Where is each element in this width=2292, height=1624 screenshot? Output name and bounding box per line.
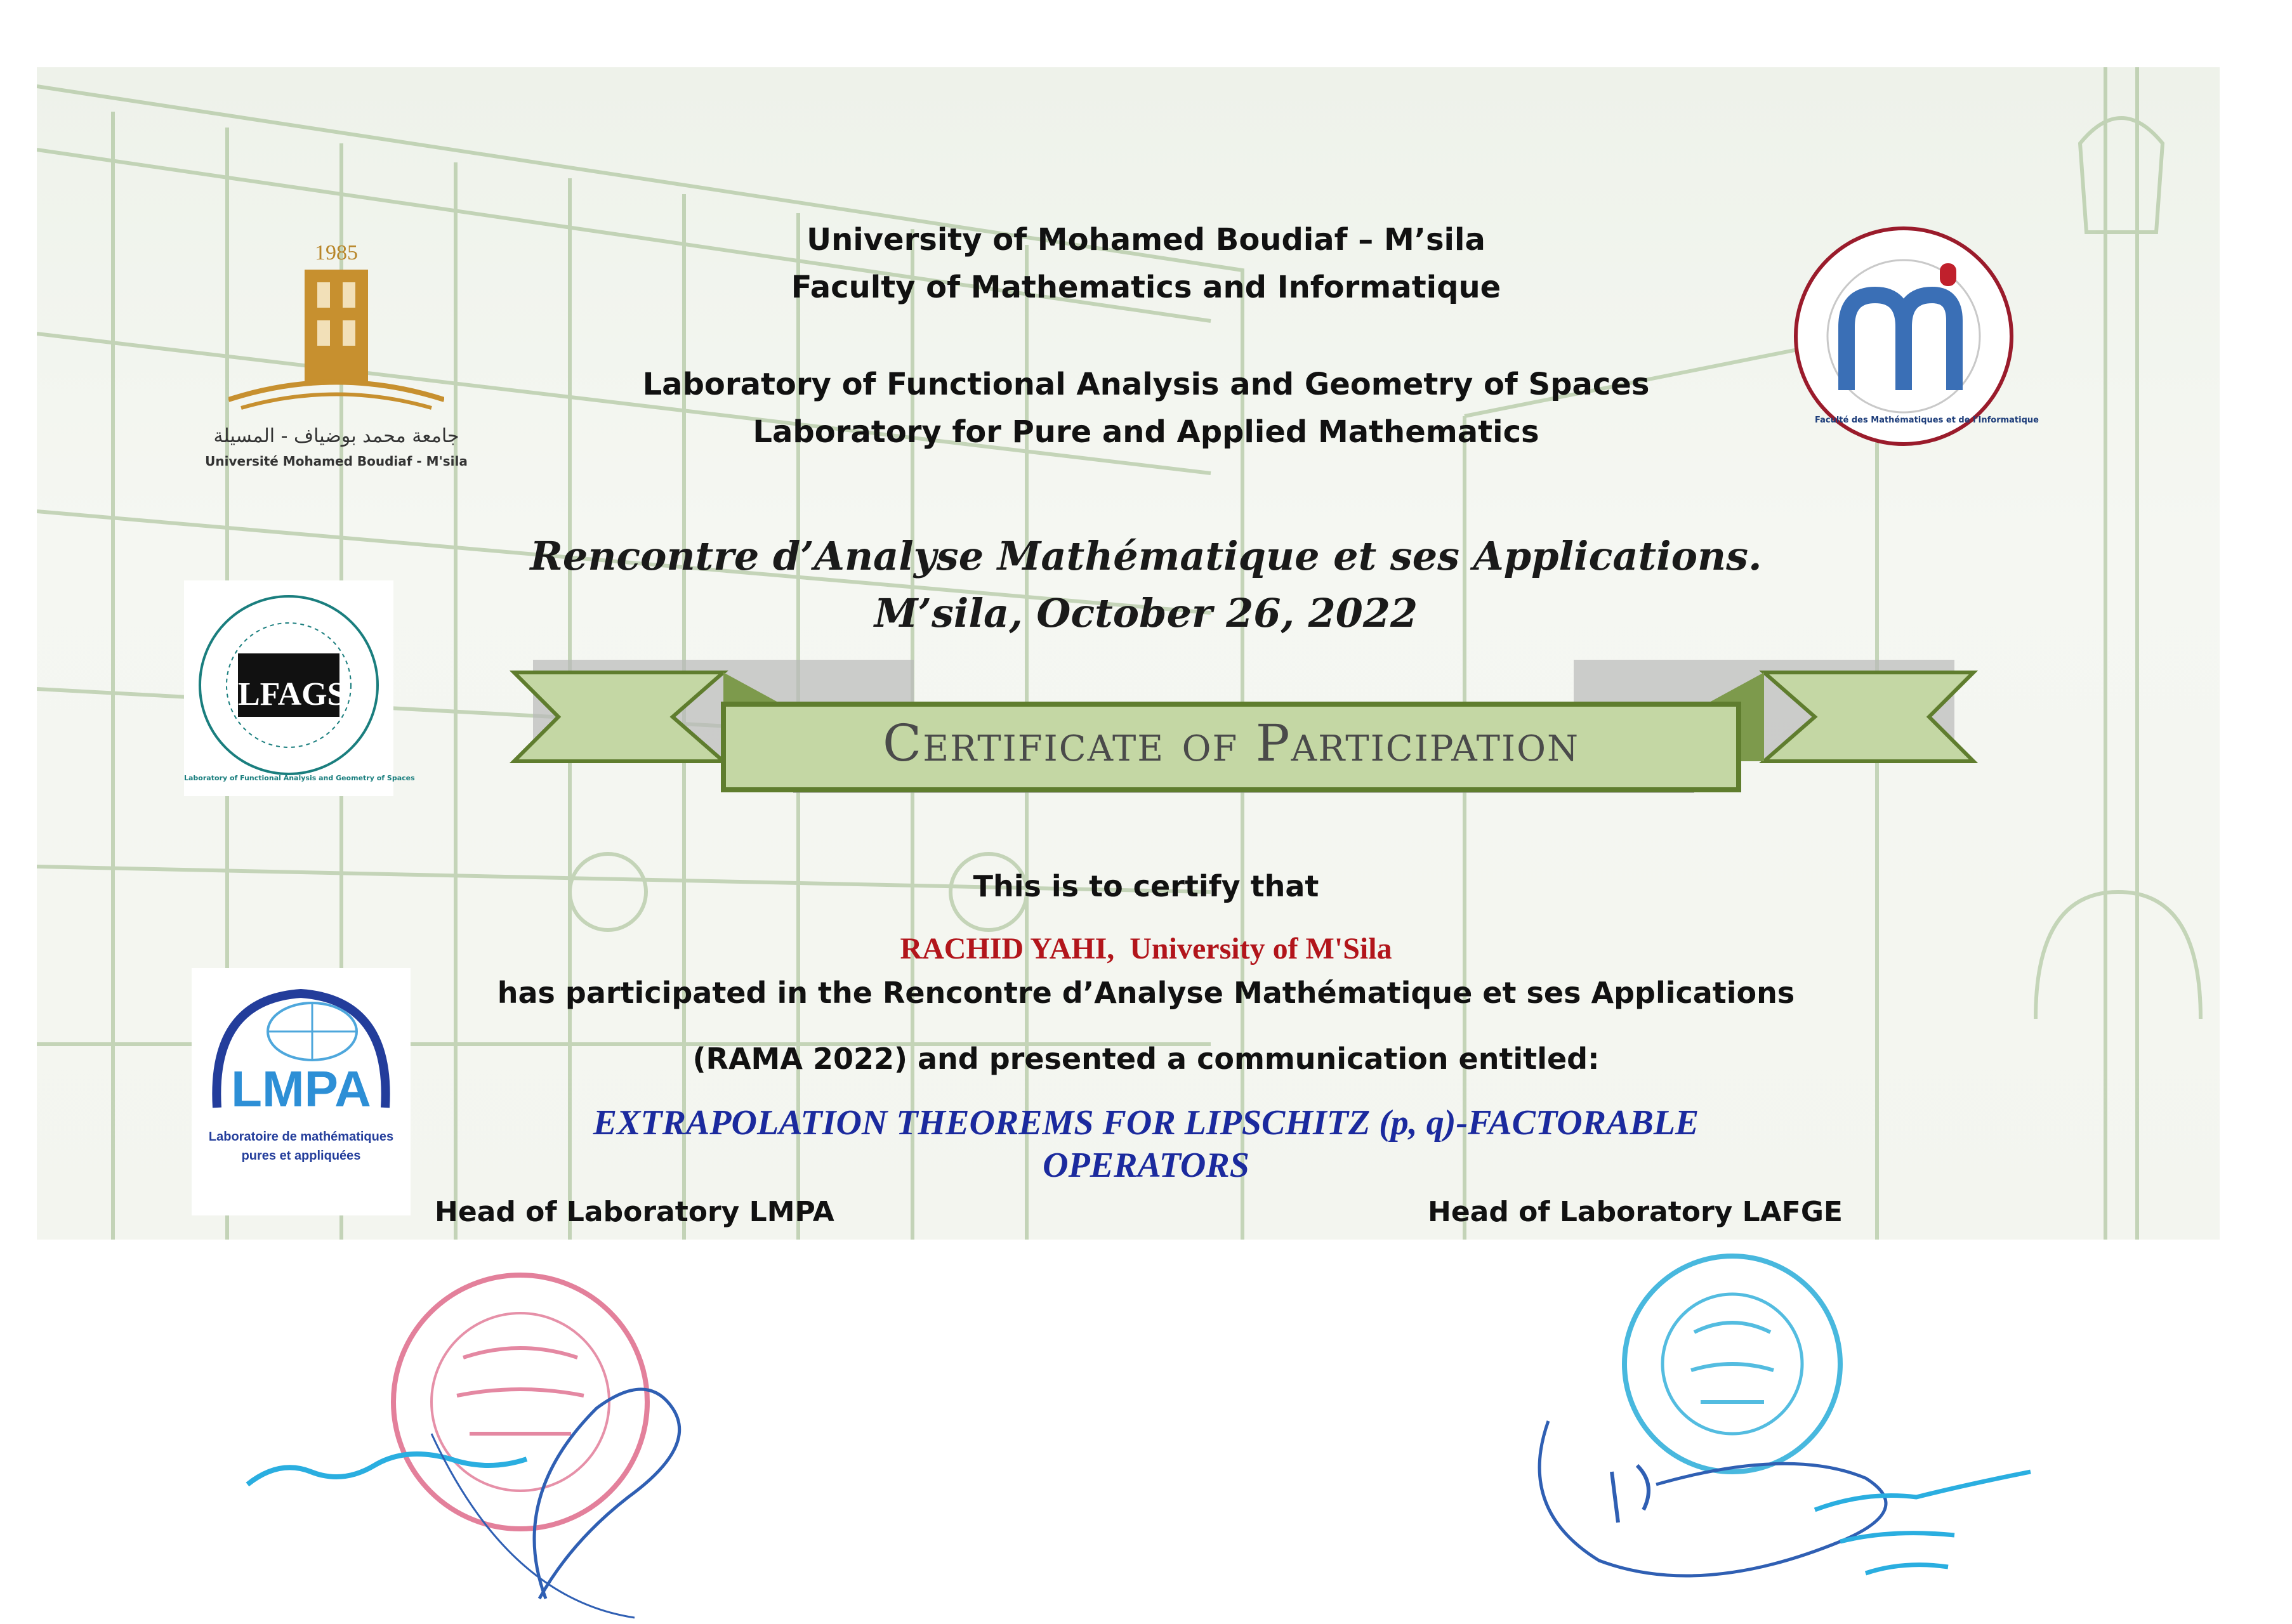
signature-label-lmpa: Head of Laboratory LMPA [435, 1196, 834, 1228]
lafgs-ring-text: Laboratory of Functional Analysis and Geometry of Spaces [184, 774, 415, 782]
university-logo [190, 241, 482, 482]
presented-text: (RAMA 2022) and presented a communication entitled: [692, 1042, 1600, 1076]
participation-text: has participated in the Rencontre d’Analyse Mathématique et ses Applications [497, 976, 1795, 1010]
faculty-logo [1793, 225, 2039, 447]
lmpa-mark: LMPA [231, 1061, 371, 1117]
university-name-ar: جامعة محمد بوضياف - المسيلة [213, 425, 459, 447]
lmpa-logo [192, 968, 411, 1215]
lafgs-mark: LFAGS [238, 676, 346, 712]
event-place-date: M’sila, October 26, 2022 [874, 590, 1418, 636]
lafgs-logo [184, 580, 415, 796]
university-year: 1985 [315, 241, 358, 265]
lab-functional-analysis: Laboratory of Functional Analysis and Geometry of Spaces [642, 367, 1650, 402]
certificate-title: Certificate of Participation [883, 714, 1579, 773]
university-name-fr: Université Mohamed Boudiaf - M'sila [205, 454, 468, 469]
talk-title-line1: EXTRAPOLATION THEOREMS FOR LIPSCHITZ (p, q)-FACTORABLE [593, 1103, 1699, 1143]
lmpa-stamp-signature [241, 1243, 863, 1624]
certify-text: This is to certify that [973, 869, 1319, 903]
event-name: Rencontre d’Analyse Mathématique et ses Applications. [530, 533, 1762, 579]
participant-name: RACHID YAHI, [900, 932, 1115, 966]
faculty-mi-icon [1793, 225, 2039, 447]
lmpa-sub2: pures et appliquées [241, 1149, 361, 1163]
faculty-name: Faculty of Mathematics and Informatique [791, 270, 1501, 305]
lab-pure-applied-math: Laboratory for Pure and Applied Mathematics [753, 414, 1539, 450]
faculty-logo-text: Faculté des Mathématiques et de l'Informatique [1815, 416, 2039, 425]
university-tower-icon [228, 263, 444, 416]
university-name: University of Mohamed Boudiaf – M’sila [807, 222, 1485, 258]
lafge-stamp-signature [1510, 1243, 2081, 1611]
participant-affiliation: University of M'Sila [1130, 932, 1392, 966]
participant-line [0, 931, 2292, 966]
signature-label-lafge: Head of Laboratory LAFGE [1428, 1196, 1843, 1228]
lmpa-sub1: Laboratoire de mathématiques [208, 1130, 394, 1144]
talk-title-line2: OPERATORS [1043, 1146, 1249, 1185]
